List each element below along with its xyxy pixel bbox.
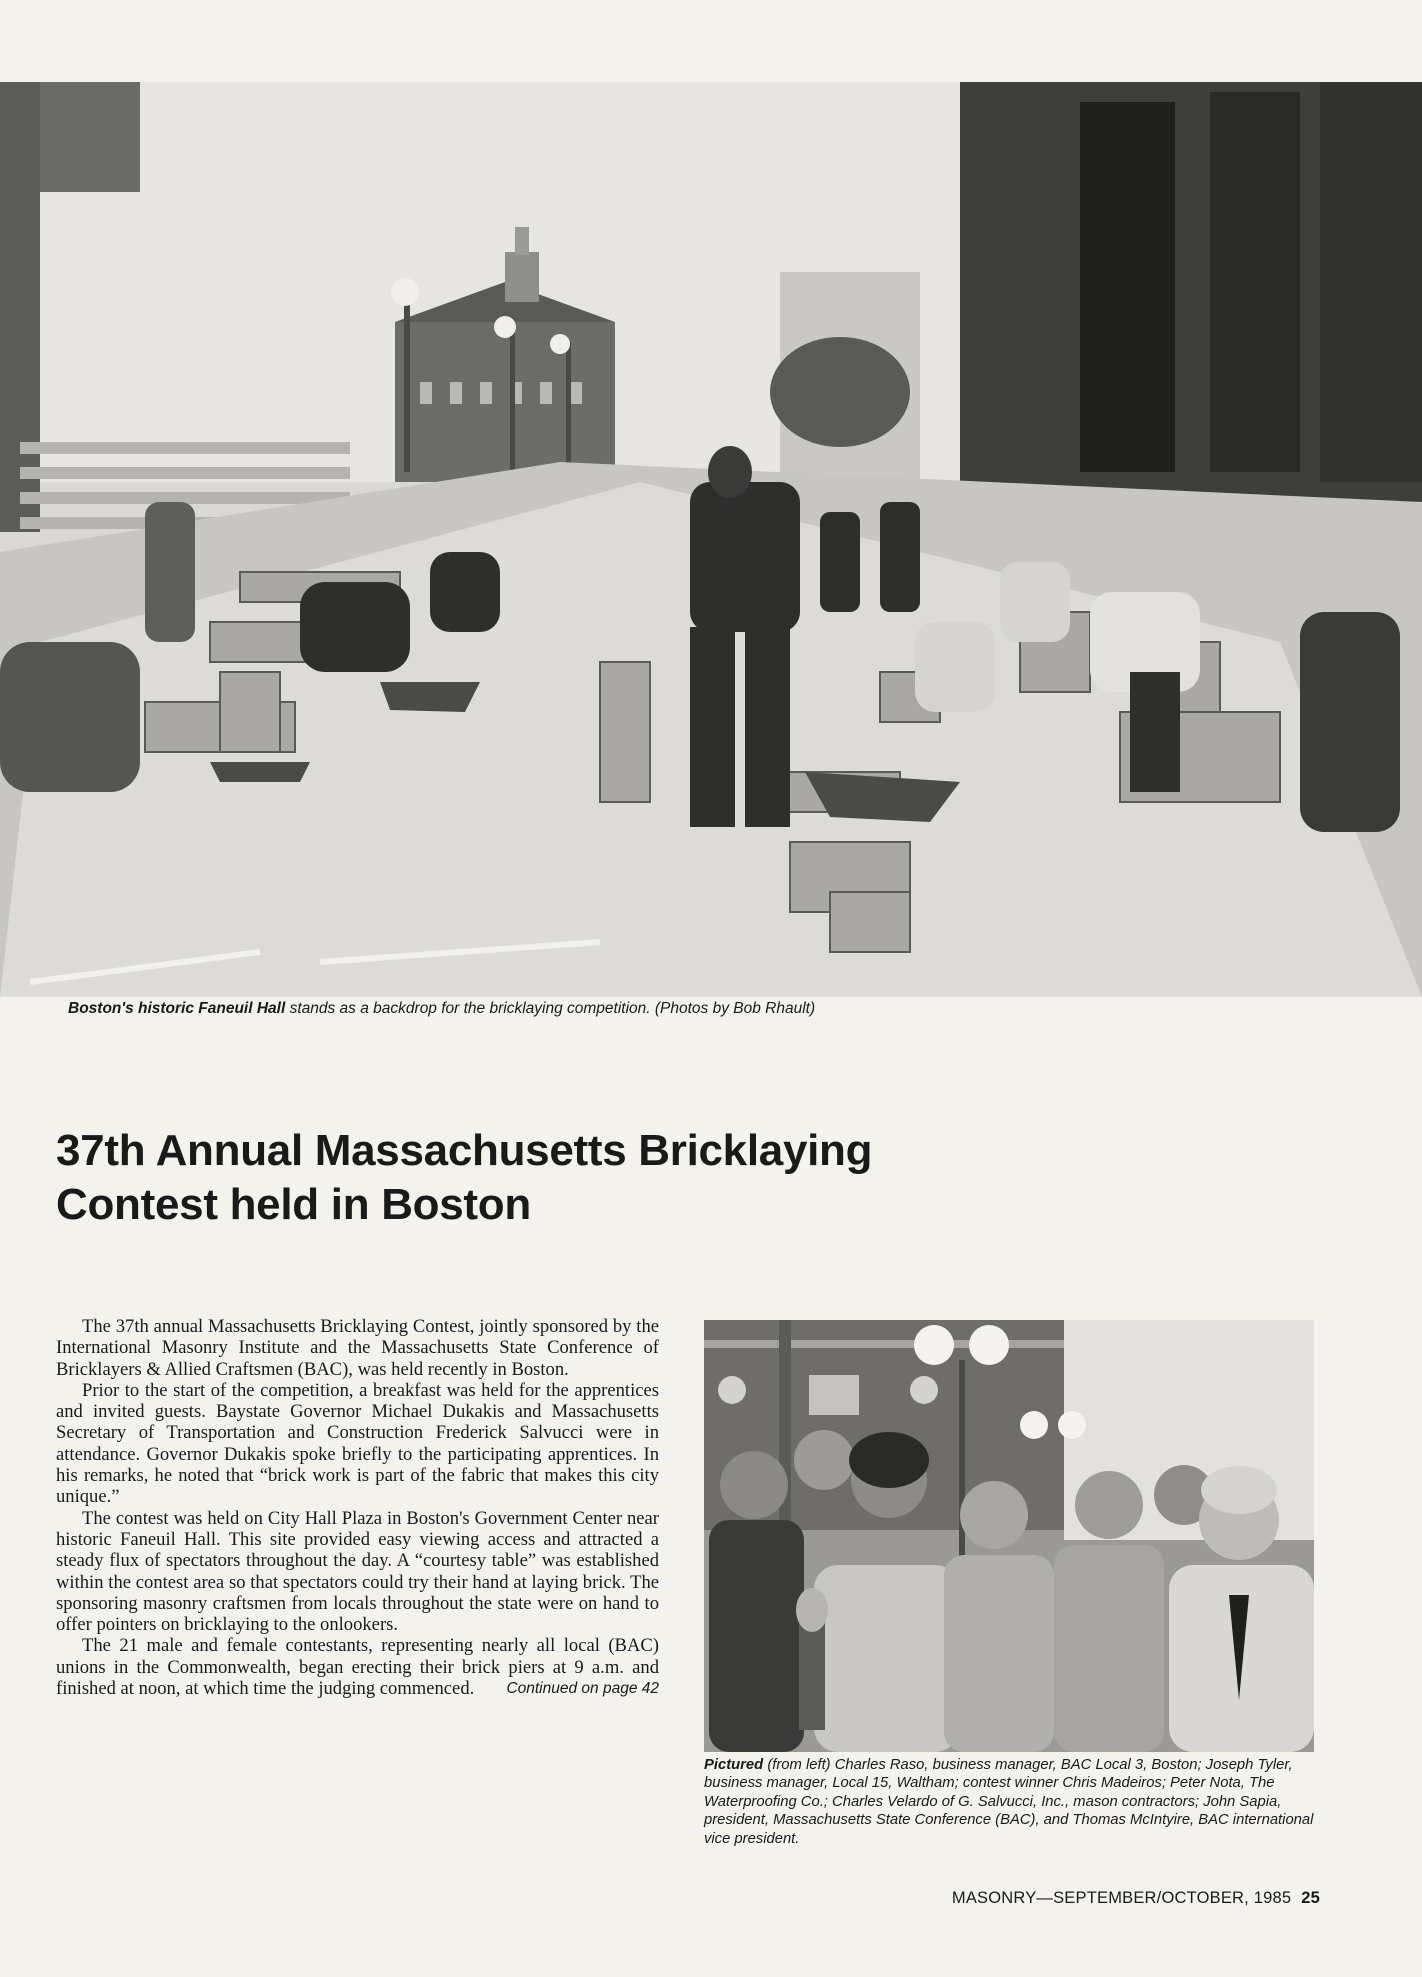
article-paragraph-3: The contest was held on City Hall Plaza in Boston's Government Center near historic Faneuil Hall. This site provided easy viewing access and attracted a steady flux of spectators throughout the day. A “courtesy table” was established within the contest area so that spectators could try their hand at laying brick. The sponsoring masonry craftsmen from locals throughout the state were on hand to offer pointers on bricklaying to the onlookers.: [56, 1507, 659, 1636]
hero-photo-image: [0, 82, 1422, 997]
hero-caption-bold: Boston's historic Faneuil Hall: [68, 1000, 286, 1017]
article-body: [56, 1316, 659, 1699]
hero-photo: [0, 82, 1422, 997]
winners-caption-text: (from left) Charles Raso, business manager, BAC Local 3, Boston; Joseph Tyler, business manager, Local 15, Waltham; contest winner Chris Madeiros; Peter Nota, The Waterproofing Co.; Charles Velardo of G. Salvucci, Inc., mason contractors; John Sapia, president, Massachusetts State Conference (BAC), and Thomas McIntyire, BAC international vice president.: [704, 1757, 1314, 1847]
article-paragraph-4: The 21 male and female contestants, representing nearly all local (BAC) unions in the Commonwealth, began erecting their brick piers at 9 a.m. and finished at noon, at which time the judging commenced.: [56, 1635, 659, 1700]
continued-on-page: Continued on page 42: [506, 1680, 659, 1698]
page-number: 25: [1301, 1889, 1320, 1907]
winners-photo: [704, 1320, 1314, 1752]
article-paragraph-1: The 37th annual Massachusetts Bricklaying Contest, jointly sponsored by the International Masonry Institute and the Massachusetts State Conference of Bricklayers & Allied Craftsmen (BAC), was held recently in Boston.: [56, 1316, 659, 1380]
article-paragraph-4-wrap: [56, 1635, 659, 1699]
article-headline: [56, 1124, 1156, 1232]
winners-photo-image: [704, 1320, 1314, 1752]
winners-photo-caption: [704, 1756, 1318, 1848]
page-footer: [952, 1889, 1320, 1908]
hero-caption-text: stands as a backdrop for the bricklaying competition. (Photos by Bob Rhault): [285, 1000, 816, 1017]
winners-caption-bold: Pictured: [704, 1757, 764, 1773]
publication-line: MASONRY—SEPTEMBER/OCTOBER, 1985: [951, 1889, 1292, 1907]
headline-line-1: 37th Annual Massachusetts Bricklaying: [56, 1126, 873, 1175]
hero-photo-caption: [68, 1000, 1368, 1018]
headline-line-2: Contest held in Boston: [56, 1180, 531, 1229]
article-paragraph-2: Prior to the start of the competition, a breakfast was held for the apprentices and invited guests. Baystate Governor Michael Dukakis and Massachusetts Secretary of Transportation and Construction Frederick Salvucci were in attendance. Governor Dukakis spoke briefly to the participating apprentices. In his remarks, he noted that “brick work is part of the fabric that makes this city unique.”: [56, 1379, 659, 1508]
